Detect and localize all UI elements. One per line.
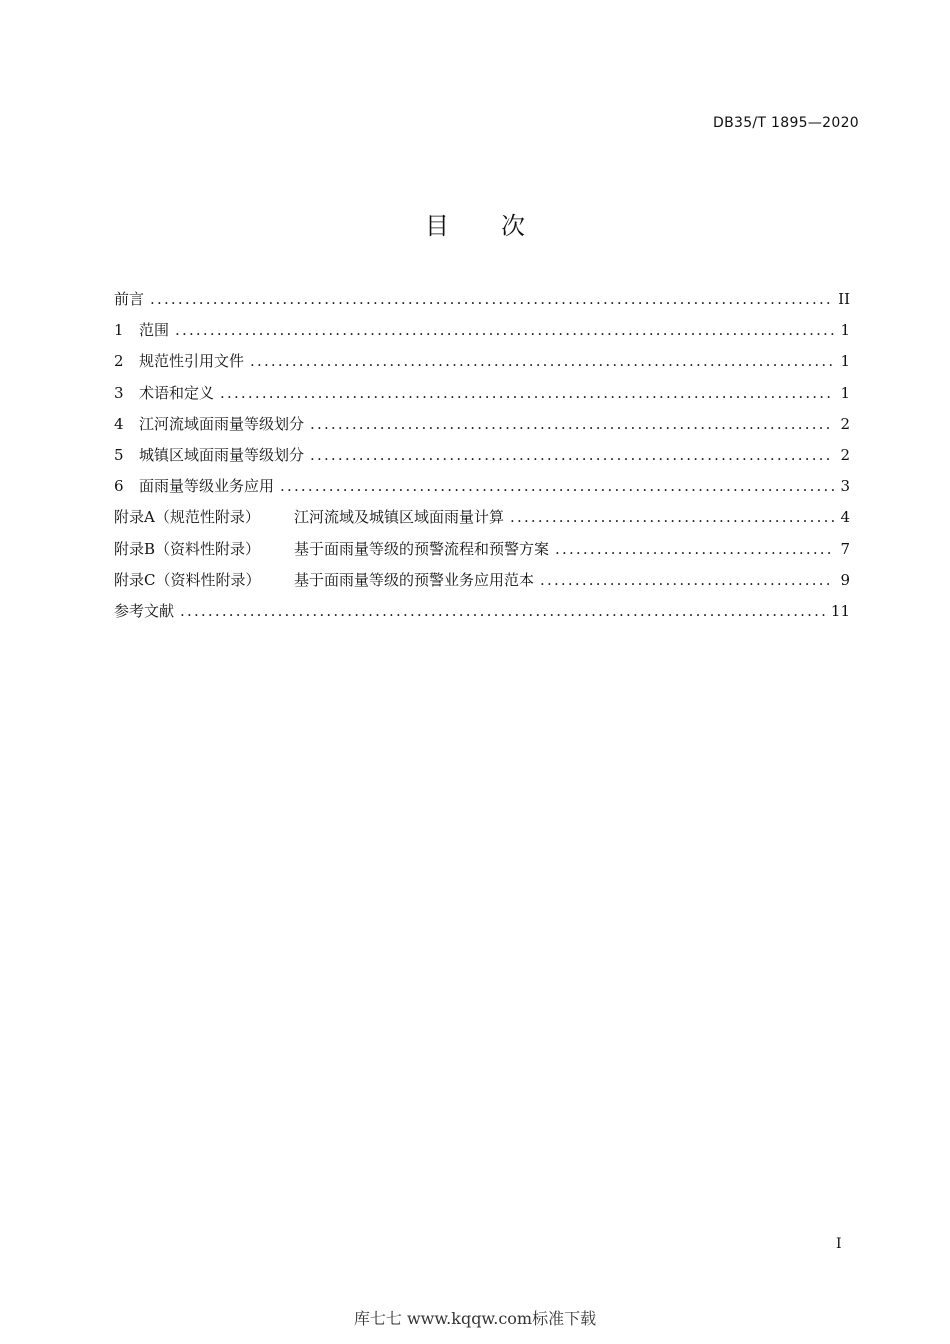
toc-entry-page: 1 [840, 352, 850, 371]
toc-appendix-label: 附录C（资料性附录） [114, 570, 261, 589]
toc-appendix-label: 附录B（资料性附录） [114, 539, 261, 558]
toc-leader-dots [175, 318, 834, 342]
watermark-text: 库七七 www.kqqw.com标准下载 [353, 1309, 597, 1328]
toc-entry-label: 术语和定义 [139, 383, 215, 402]
toc-entry-label: 基于面雨量等级的预警流程和预警方案 [294, 539, 550, 558]
toc-leader-dots [540, 568, 834, 592]
toc-leader-dots [555, 537, 834, 561]
toc-leader-dots [220, 381, 834, 405]
toc-entry-bibliography[interactable] [114, 599, 850, 630]
toc-entry-page: 2 [840, 445, 850, 464]
toc-entry-label: 规范性引用文件 [139, 352, 245, 371]
toc-entry-number: 6 [114, 477, 124, 496]
toc-appendix-label: 附录A（规范性附录） [114, 508, 260, 527]
toc-entry-river-basin-grading[interactable] [114, 412, 850, 443]
toc-entry-label: 江河流域及城镇区域面雨量计算 [294, 508, 505, 527]
toc-entry-label: 范围 [139, 321, 170, 340]
toc-title-char-2: 次 [501, 212, 525, 240]
toc-entry-label: 江河流域面雨量等级划分 [139, 414, 305, 433]
toc-entry-page: 2 [840, 414, 850, 433]
toc-entry-label: 参考文献 [114, 601, 175, 620]
toc-title [0, 206, 950, 241]
toc-entry-urban-area-grading[interactable] [114, 443, 850, 474]
toc-leader-dots [150, 287, 832, 311]
toc-leader-dots [180, 599, 825, 623]
toc-leader-dots [310, 443, 834, 467]
toc-entry-page: 1 [840, 383, 850, 402]
toc-entry-label: 面雨量等级业务应用 [139, 477, 275, 496]
toc-entry-normative-references[interactable] [114, 349, 850, 380]
toc-entry-appendix-a[interactable] [114, 505, 850, 536]
toc-entry-scope[interactable] [114, 318, 850, 349]
toc-entry-page: 7 [840, 539, 850, 558]
toc-entry-number: 5 [114, 445, 124, 464]
toc-entry-label: 基于面雨量等级的预警业务应用范本 [294, 570, 535, 589]
toc-entry-number: 3 [114, 383, 124, 402]
toc-leader-dots [280, 474, 834, 498]
toc-entry-operational-application[interactable] [114, 474, 850, 505]
toc-title-char-1: 目 [425, 212, 449, 240]
toc-list [114, 287, 850, 630]
toc-entry-page: 11 [830, 601, 850, 620]
toc-leader-dots [510, 505, 834, 529]
toc-entry-label: 城镇区域面雨量等级划分 [139, 445, 305, 464]
toc-entry-appendix-c[interactable] [114, 568, 850, 599]
toc-entry-terms-definitions[interactable] [114, 381, 850, 412]
toc-entry-page: II [838, 290, 850, 308]
toc-entry-foreword[interactable] [114, 287, 850, 318]
toc-entry-page: 4 [840, 508, 850, 527]
toc-entry-label: 前言 [114, 290, 145, 308]
document-code: DB35/T 1895—2020 [713, 115, 859, 131]
toc-entry-page: 3 [840, 477, 850, 496]
toc-entry-page: 9 [840, 570, 850, 589]
toc-entry-number: 2 [114, 352, 124, 371]
toc-leader-dots [310, 412, 834, 436]
toc-entry-number: 1 [114, 321, 124, 340]
toc-entry-appendix-b[interactable] [114, 537, 850, 568]
page-number: I [836, 1236, 842, 1252]
toc-leader-dots [250, 349, 834, 373]
toc-entry-page: 1 [840, 321, 850, 340]
toc-entry-number: 4 [114, 414, 124, 433]
